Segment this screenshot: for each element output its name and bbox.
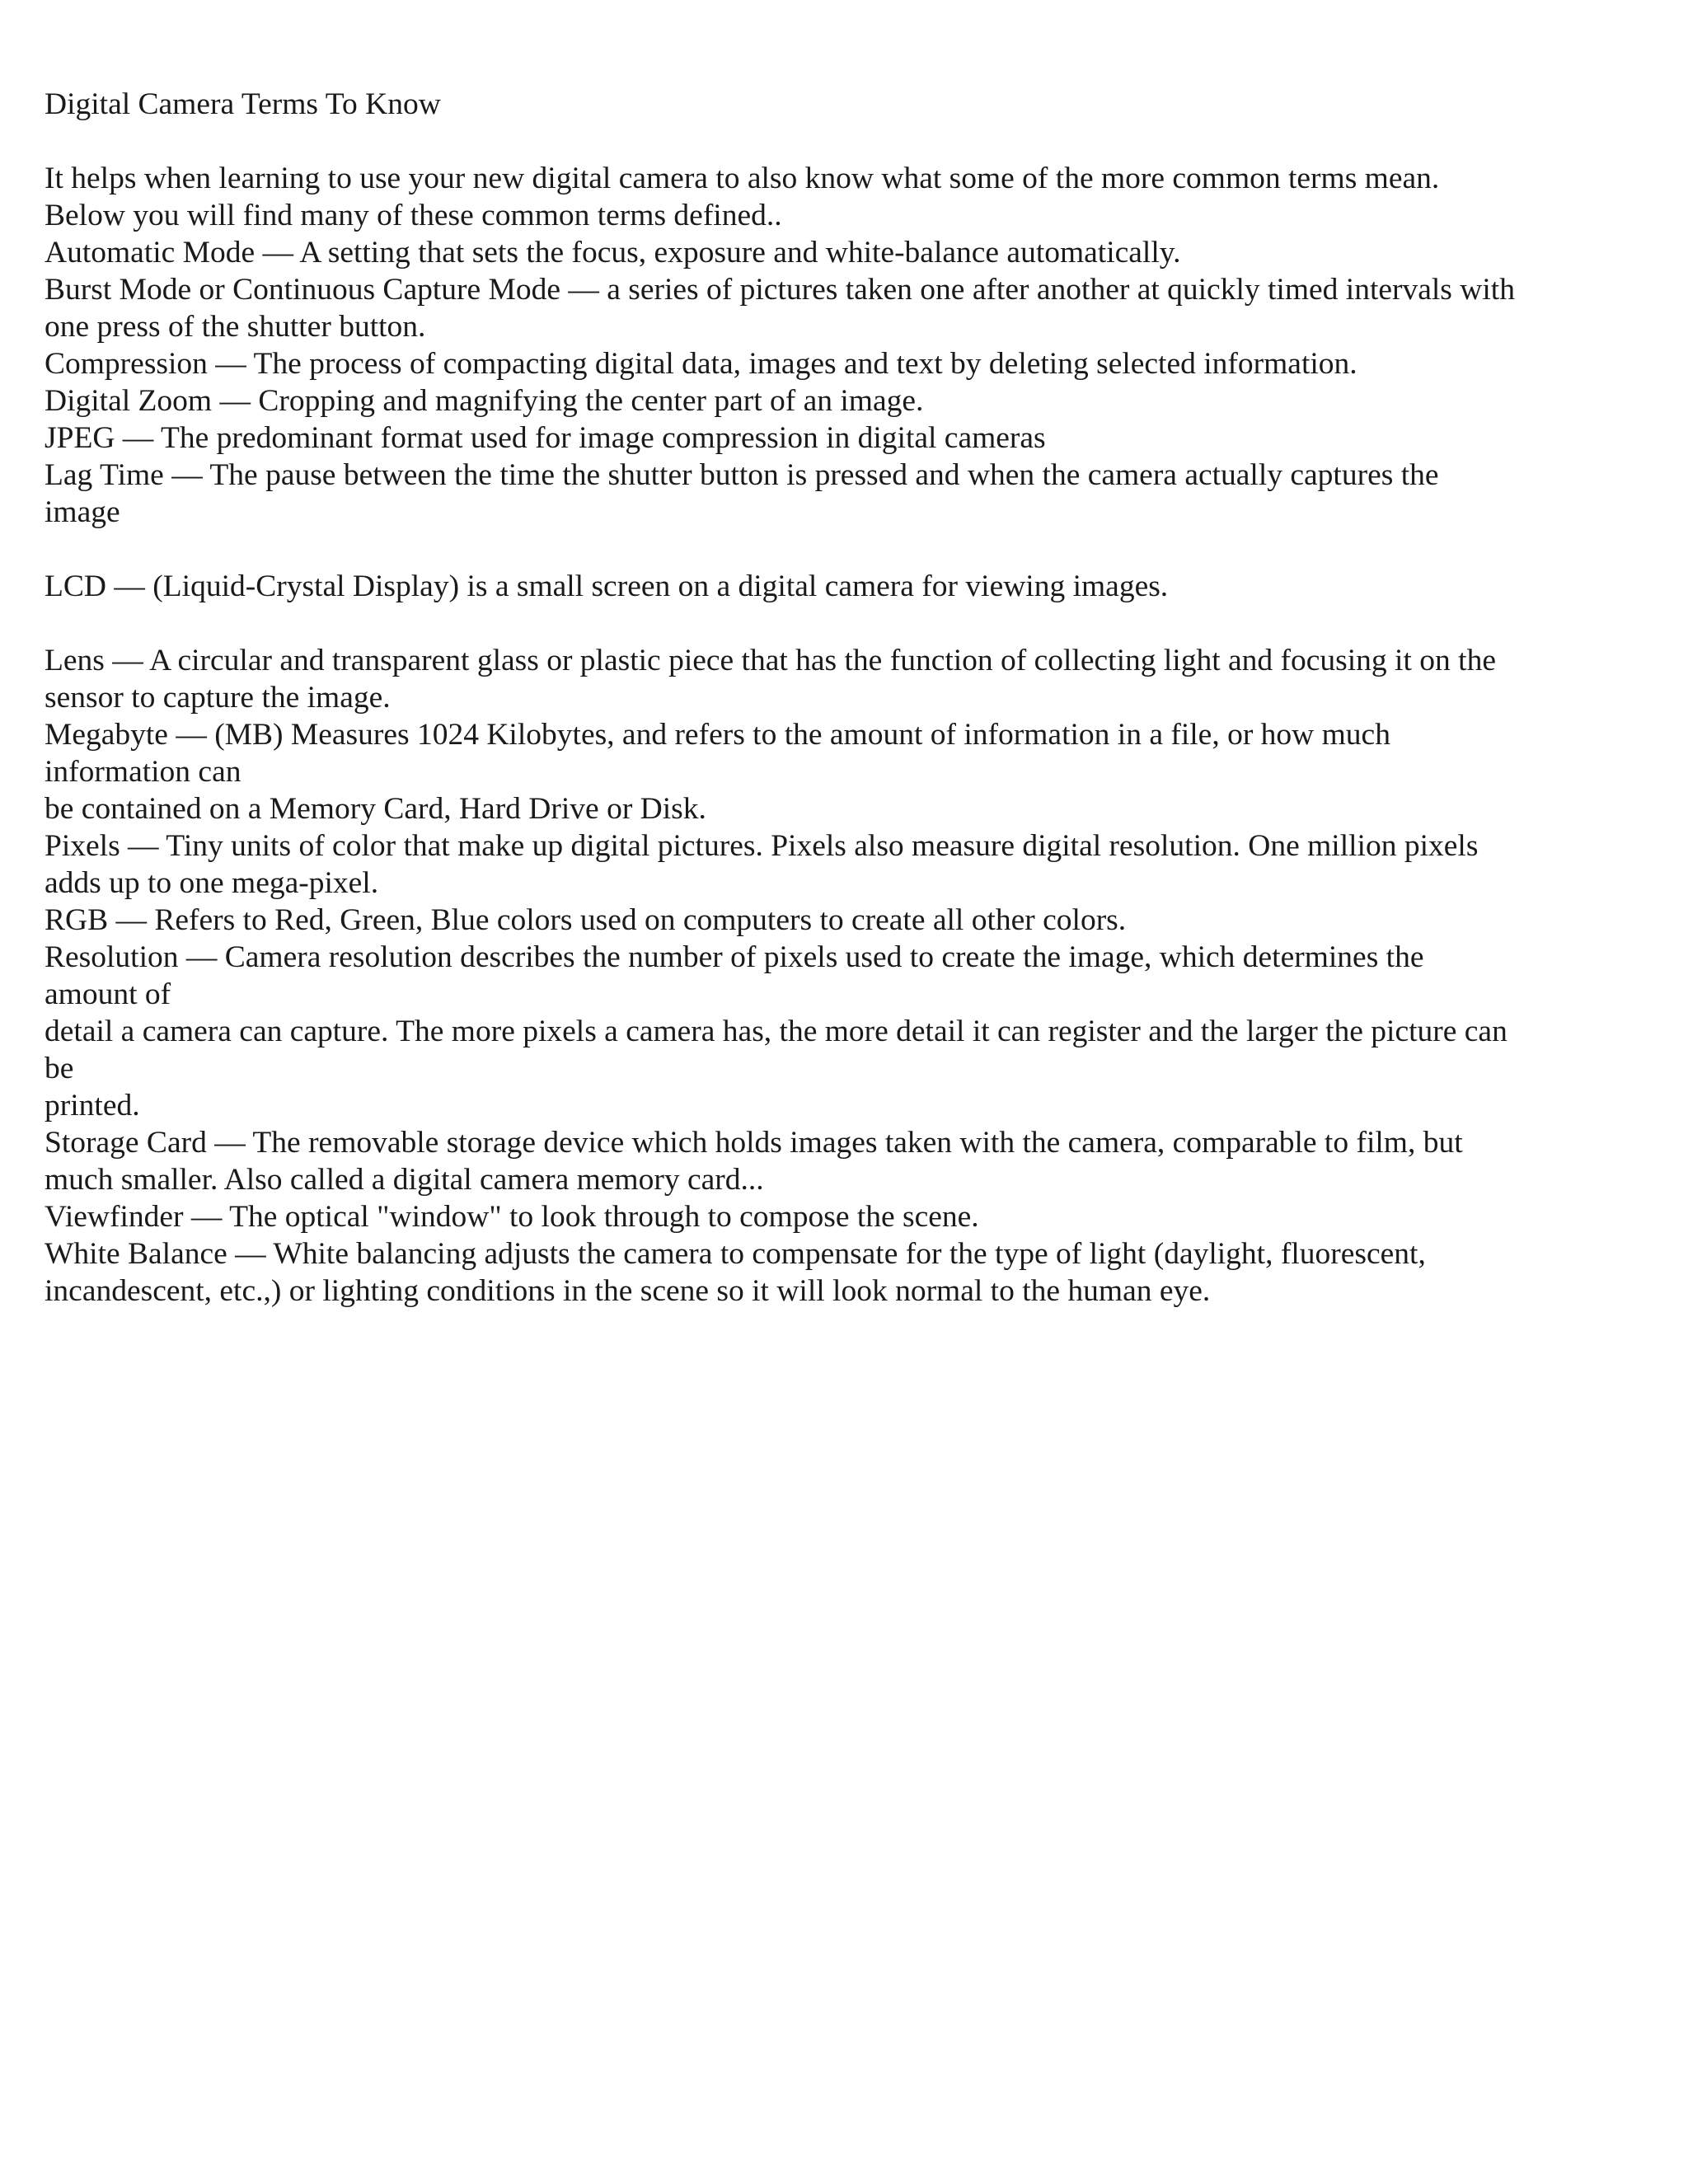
term-lag-time-cont: image bbox=[45, 495, 120, 529]
term-resolution-cont: detail a camera can capture. The more pixels a camera has, the more detail it can register and the larger the picture can bbox=[45, 1015, 1507, 1048]
term-viewfinder: Viewfinder — The optical "window" to look through to compose the scene. bbox=[45, 1200, 979, 1234]
term-resolution-cont: be bbox=[45, 1052, 74, 1085]
spacer bbox=[45, 123, 1660, 160]
term-lens: Lens — A circular and transparent glass or plastic piece that has the function of collecting light and focusing it on the bbox=[45, 644, 1496, 677]
term-rgb: RGB — Refers to Red, Green, Blue colors used on computers to create all other colors. bbox=[45, 903, 1127, 937]
term-megabyte: Megabyte — (MB) Measures 1024 Kilobytes, and refers to the amount of information in a file, or how much bbox=[45, 718, 1390, 752]
term-resolution: Resolution — Camera resolution describes the number of pixels used to create the image, which determines the bbox=[45, 940, 1424, 974]
term-white-balance: White Balance — White balancing adjusts the camera to compensate for the type of light (daylight, fluorescent, bbox=[45, 1237, 1426, 1271]
term-resolution-cont: amount of bbox=[45, 977, 171, 1011]
term-automatic-mode: Automatic Mode — A setting that sets the focus, exposure and white-balance automatically. bbox=[45, 236, 1181, 269]
term-resolution-cont: printed. bbox=[45, 1089, 140, 1122]
term-jpeg: JPEG — The predominant format used for image compression in digital cameras bbox=[45, 421, 1046, 455]
term-burst-mode: Burst Mode or Continuous Capture Mode — a series of pictures taken one after another at quickly timed intervals with bbox=[45, 273, 1515, 307]
spacer bbox=[45, 531, 1660, 568]
term-pixels: Pixels — Tiny units of color that make up digital pictures. Pixels also measure digital resolution. One million pixels bbox=[45, 829, 1479, 863]
text-line: Below you will find many of these common terms defined.. bbox=[45, 199, 782, 232]
document-page bbox=[45, 86, 1660, 1310]
term-lens-cont: sensor to capture the image. bbox=[45, 681, 391, 715]
spacer bbox=[45, 605, 1660, 642]
term-pixels-cont: adds up to one mega-pixel. bbox=[45, 866, 379, 900]
term-megabyte-cont: information can bbox=[45, 755, 241, 789]
term-burst-mode-cont: one press of the shutter button. bbox=[45, 310, 426, 344]
terms-block-c bbox=[45, 642, 1660, 1310]
term-lag-time: Lag Time — The pause between the time the shutter button is pressed and when the camera actually captures the bbox=[45, 458, 1439, 492]
term-digital-zoom: Digital Zoom — Cropping and magnifying the center part of an image. bbox=[45, 384, 924, 418]
document-title: Digital Camera Terms To Know bbox=[45, 87, 441, 121]
terms-block-b bbox=[45, 568, 1660, 605]
term-storage-card-cont: much smaller. Also called a digital camera memory card... bbox=[45, 1163, 764, 1197]
term-storage-card: Storage Card — The removable storage device which holds images taken with the camera, comparable to film, but bbox=[45, 1126, 1463, 1160]
term-megabyte-cont: be contained on a Memory Card, Hard Drive or Disk. bbox=[45, 792, 706, 826]
intro-paragraph bbox=[45, 160, 1660, 234]
term-lcd: LCD — (Liquid-Crystal Display) is a small screen on a digital camera for viewing images. bbox=[45, 569, 1169, 603]
text-line: It helps when learning to use your new digital camera to also know what some of the more common terms mean. bbox=[45, 162, 1440, 195]
term-white-balance-cont: incandescent, etc.,) or lighting conditions in the scene so it will look normal to the human eye. bbox=[45, 1274, 1211, 1308]
term-compression: Compression — The process of compacting digital data, images and text by deleting selected information. bbox=[45, 347, 1357, 381]
terms-block-a bbox=[45, 234, 1660, 531]
